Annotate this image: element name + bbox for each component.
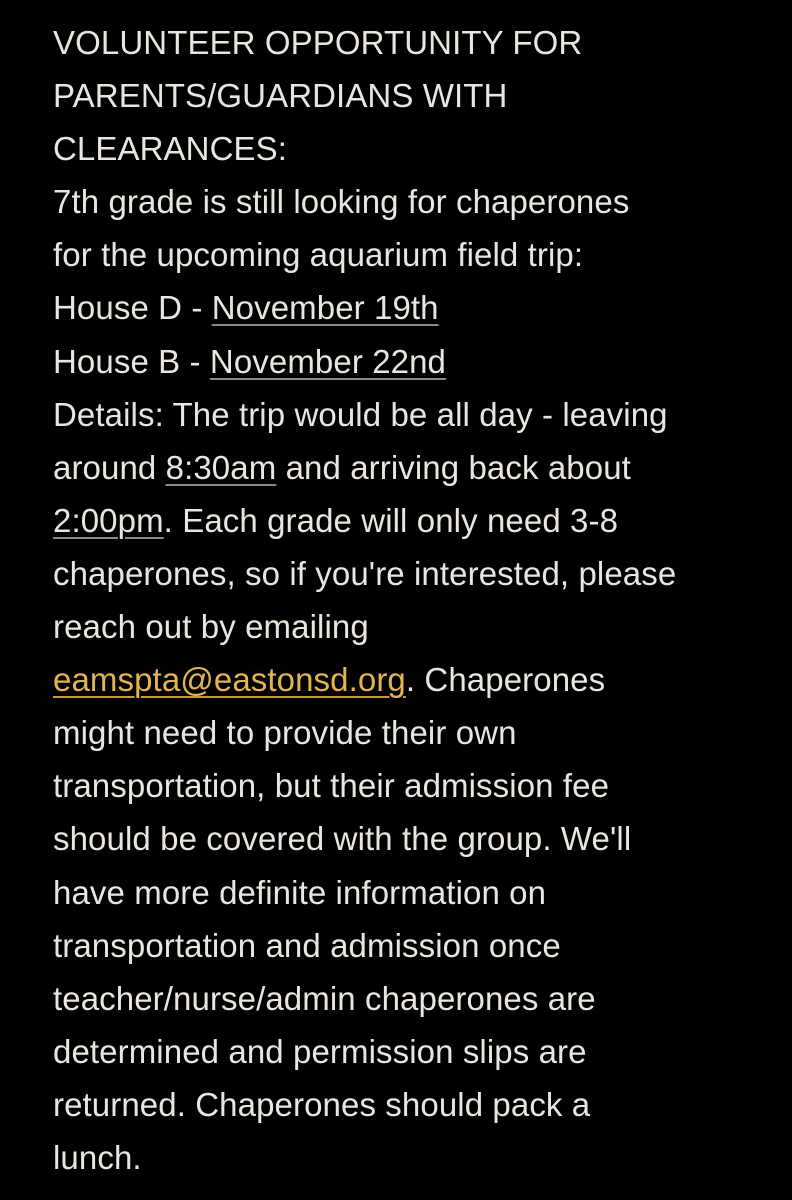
- note-text-line: should be covered with the group. We'll: [53, 820, 632, 858]
- note-text-line: lunch.: [53, 1138, 142, 1176]
- note-text-fragment: . Each grade will only need 3-8: [163, 501, 619, 539]
- note-body[interactable]: [53, 16, 773, 1184]
- note-text-line: 7th grade is still looking for chaperones: [53, 183, 630, 221]
- note-heading-line: CLEARANCES:: [53, 130, 288, 168]
- note-text-line: determined and permission slips are: [53, 1032, 587, 1070]
- note-text-line: reach out by emailing: [53, 608, 369, 646]
- note-text-line: transportation, but their admission fee: [53, 767, 610, 805]
- note-text-line: have more definite information on: [53, 873, 547, 911]
- note-text-fragment: and arriving back about: [276, 448, 631, 486]
- house-b-label: House B -: [53, 342, 210, 380]
- note-text-line: Details: The trip would be all day - leaving: [53, 395, 668, 433]
- return-time-link[interactable]: 2:00pm: [53, 501, 164, 539]
- email-link[interactable]: eamspta@eastonsd.org: [53, 661, 406, 699]
- note-text-line: might need to provide their own: [53, 714, 517, 752]
- note-text-line: returned. Chaperones should pack a: [53, 1085, 591, 1123]
- note-text-fragment: . Chaperones: [405, 661, 606, 699]
- house-b-date-link[interactable]: November 22nd: [209, 342, 447, 380]
- note-text-fragment: around: [53, 448, 166, 486]
- house-d-date-link[interactable]: November 19th: [211, 289, 439, 327]
- house-d-label: House D -: [53, 289, 212, 327]
- note-text-line: [53, 653, 773, 706]
- note-text-line: chaperones, so if you're interested, please: [53, 554, 677, 592]
- note-text-line: [53, 441, 773, 494]
- note-text-line: teacher/nurse/admin chaperones are: [53, 979, 596, 1017]
- note-heading-line: PARENTS/GUARDIANS WITH: [53, 77, 508, 115]
- note-text-line: [53, 494, 773, 547]
- depart-time-link[interactable]: 8:30am: [165, 448, 277, 486]
- note-text-line: transportation and admission once: [53, 926, 561, 964]
- house-b-line: [53, 335, 773, 388]
- note-heading-line: VOLUNTEER OPPORTUNITY FOR: [53, 24, 583, 61]
- note-text-line: for the upcoming aquarium field trip:: [53, 236, 584, 274]
- house-d-line: [53, 281, 773, 334]
